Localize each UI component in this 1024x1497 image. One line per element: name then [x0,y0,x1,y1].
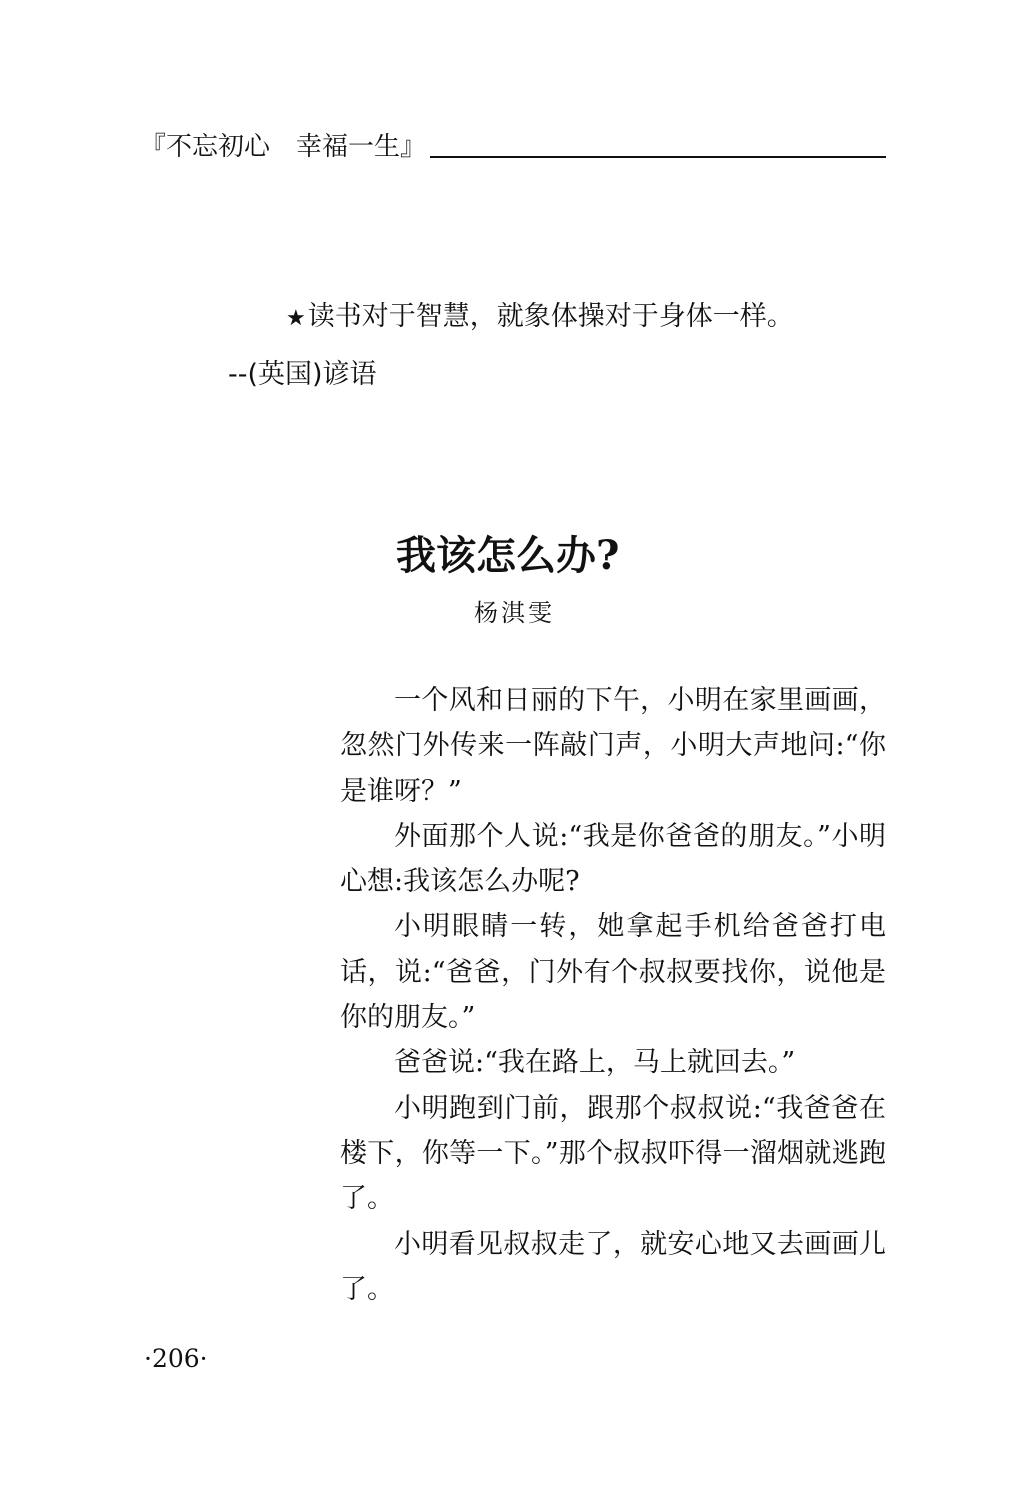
story-paragraph: 小明跑到门前，跟那个叔叔说:“我爸爸在楼下，你等一下。”那个叔叔吓得一溜烟就逃跑了。 [340,1092,886,1215]
story-title: 我该怎么办? [396,532,620,579]
header-rule [430,156,886,158]
header-title: 『不忘初心 幸福一生』 [140,132,427,162]
story-paragraph: 小明眼睛一转，她拿起手机给爸爸打电话，说:“爸爸，门外有个叔叔要找你，说他是你的朋友。” [340,911,886,1034]
page-number: ·206· [144,1344,208,1373]
quote-text: 读书对于智慧，就象体操对于身体一样。 [307,301,794,332]
story-body [340,678,886,1312]
story-author: 杨淇雯 [474,599,555,627]
star-icon: ★ [286,306,306,331]
story-paragraph: 小明看见叔叔走了，就安心地又去画画儿了。 [340,1228,886,1305]
story-paragraph: 一个风和日丽的下午，小明在家里画画，忽然门外传来一阵敲门声，小明大声地问:“你是谁呀？” [340,685,886,807]
story-paragraph: 外面那个人说:“我是你爸爸的朋友。”小明心想:我该怎么办呢? [340,820,886,898]
story-paragraph: 爸爸说:“我在路上，马上就回去。” [394,1047,796,1079]
quote-source: --(英国)谚语 [228,359,377,390]
epigraph-quote [286,298,794,338]
running-header [140,124,886,164]
